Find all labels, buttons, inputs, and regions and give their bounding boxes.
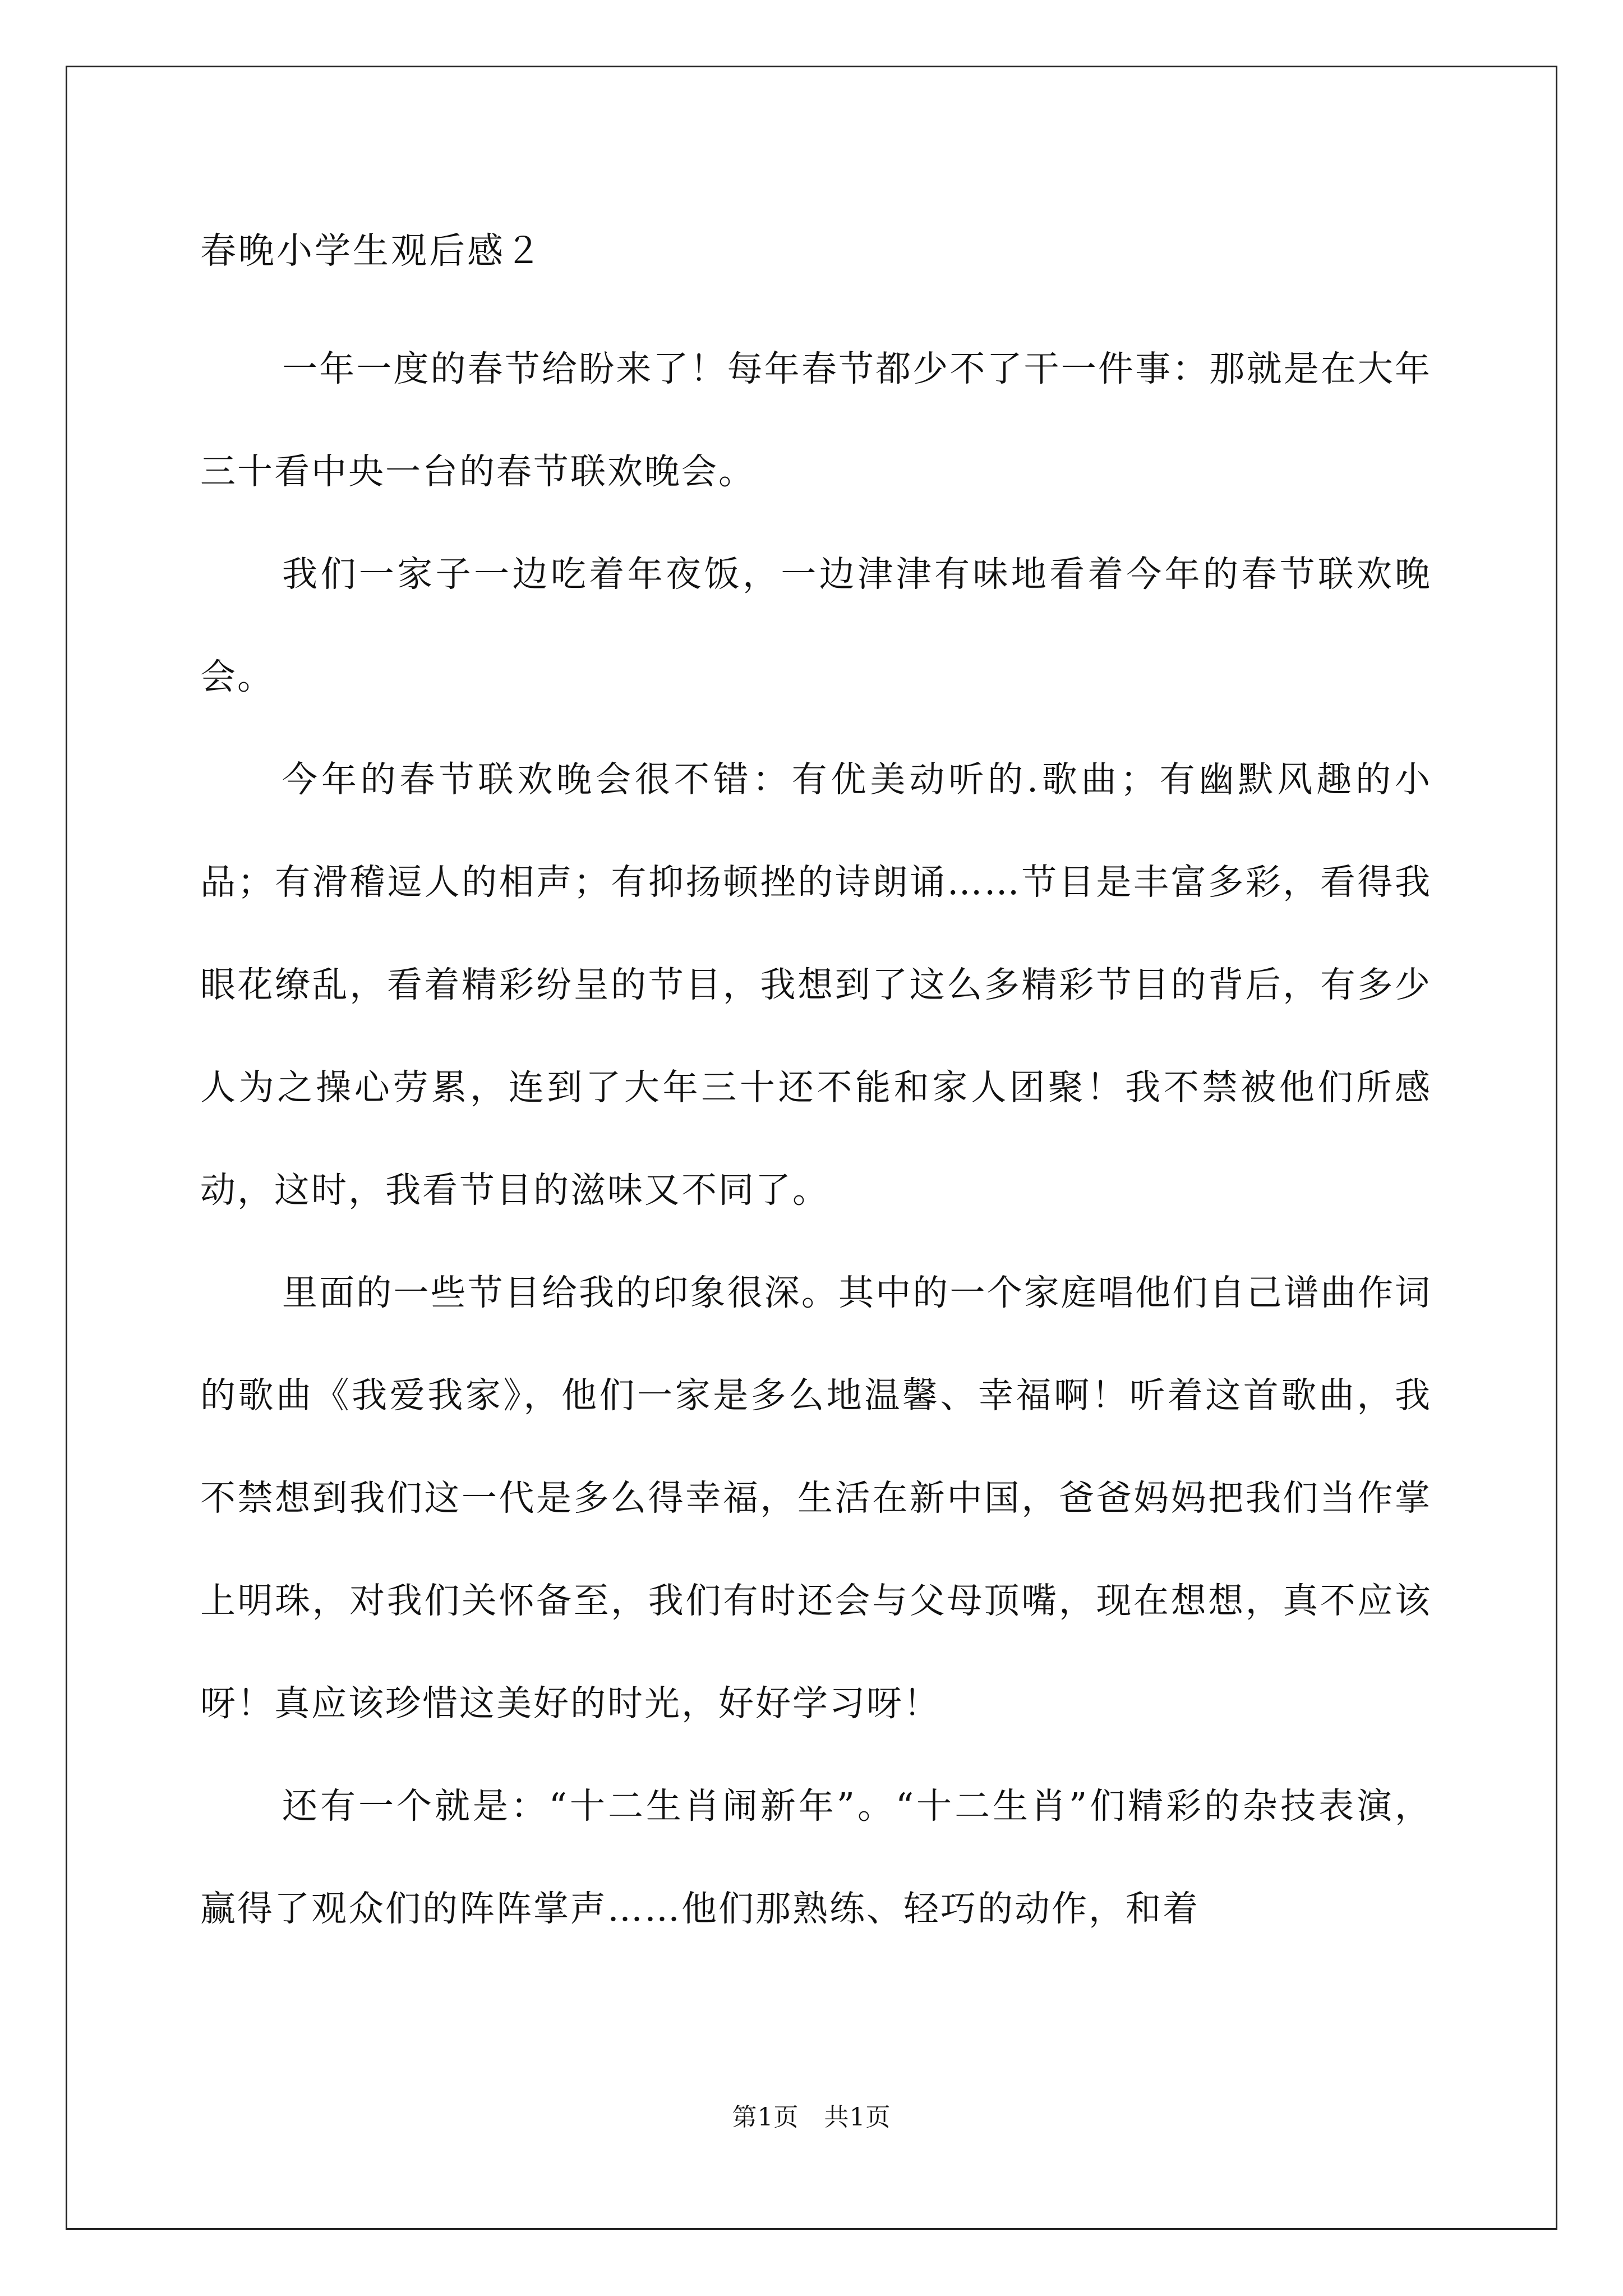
paragraph: 今年的春节联欢晚会很不错：有优美动听的.歌曲；有幽默风趣的小品；有滑稽逗人的相声；有抑扬顿挫的诗朗诵……节目是丰富多彩，看得我眼花缭乱，看着精彩纷呈的节目，我想到了这么多精彩节目的背后，有多少人为之操心劳累，连到了大年三十还不能和家人团聚！我不禁被他们所感动，这时，我看节目的滋味又不同了。: [200, 759, 1432, 1211]
document-title: 春晚小学生观后感２: [200, 231, 543, 272]
document-body: [200, 223, 1432, 1960]
paragraph: 我们一家子一边吃着年夜饭，一边津津有味地看着今年的春节联欢晚会。: [200, 554, 1432, 697]
paragraph: 里面的一些节目给我的印象很深。其中的一个家庭唱他们自己谱曲作词的歌曲《我爱我家》，他们一家是多么地温馨、幸福啊！听着这首歌曲，我不禁想到我们这一代是多么得幸福，生活在新中国，爸爸妈妈把我们当作掌上明珠，对我们关怀备至，我们有时还会与父母顶嘴，现在想想，真不应该呀！真应该珍惜这美好的时光，好好学习呀！: [200, 1272, 1432, 1724]
paragraph: 一年一度的春节给盼来了！每年春节都少不了干一件事：那就是在大年三十看中央一台的春节联欢晚会。: [200, 348, 1432, 492]
page-footer: 第1页 共1页: [732, 2103, 891, 2132]
paragraph: 还有一个就是：“十二生肖闹新年”。“十二生肖”们精彩的杂技表演，赢得了观众们的阵阵掌声……他们那熟练、轻巧的动作，和着: [200, 1786, 1432, 1929]
